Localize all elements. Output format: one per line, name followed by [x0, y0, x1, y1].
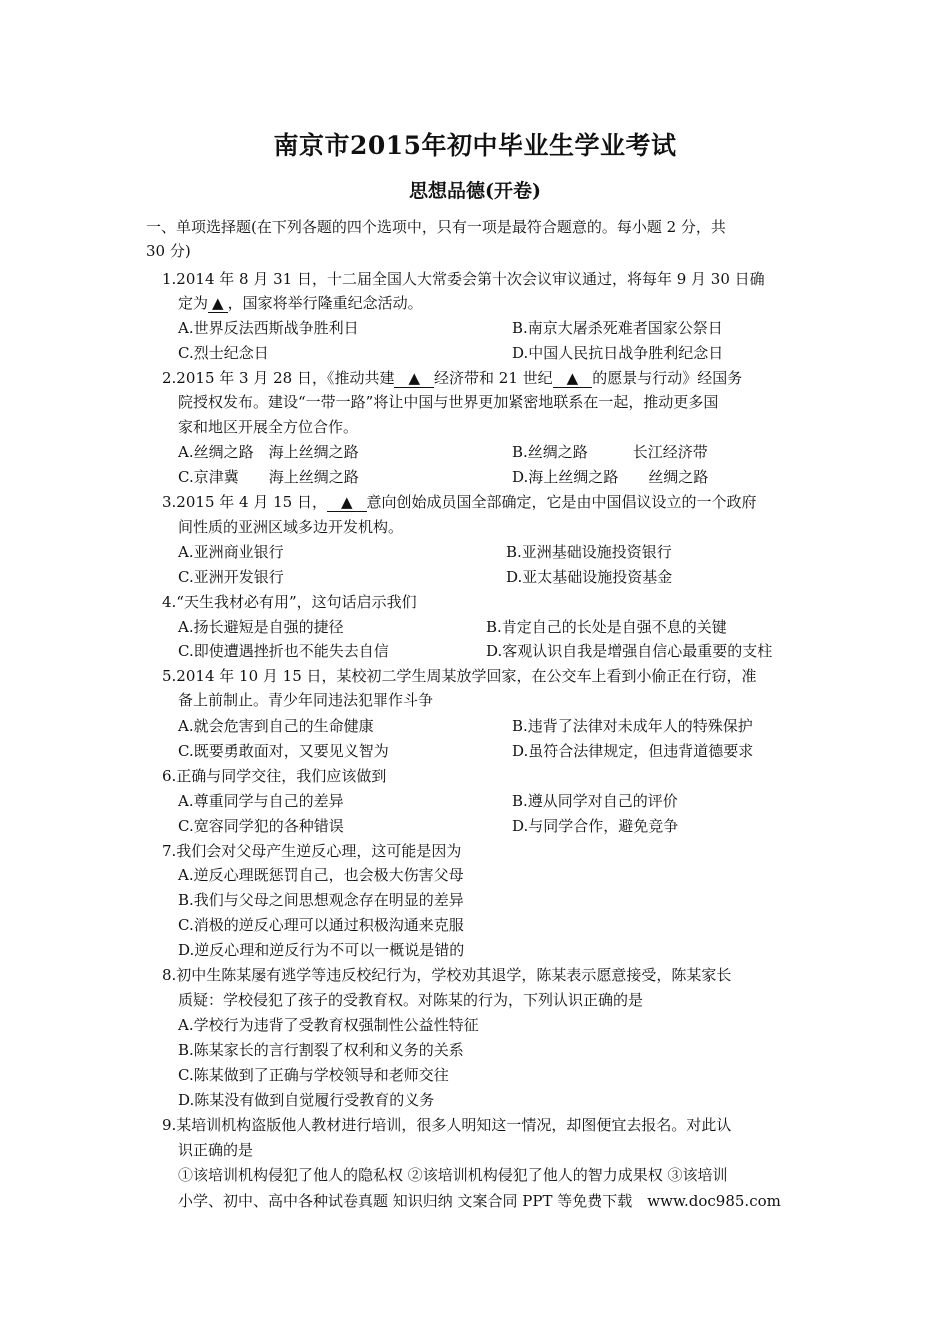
q5-stem-line-2: 备上前制止。青少年同违法犯罪作斗争: [178, 691, 434, 709]
q5-option-a: A.就会危害到自己的生命健康: [178, 717, 374, 735]
q6-option-b: B.遵从同学对自己的评价: [512, 792, 678, 810]
q3-option-d: D.亚太基础设施投资基金: [506, 568, 673, 586]
q3-stem-pre: 3.2015 年 4 月 15 日，: [162, 493, 327, 511]
q2-stem-mid: 经济带和 21 世纪: [434, 369, 553, 387]
q1-stem-pre: 定为: [178, 294, 209, 312]
q2-stem-line-3: 家和地区开展全方位合作。: [178, 418, 359, 436]
q1-option-c: C.烈士纪念日: [178, 344, 269, 362]
q2-option-d: D.海上丝绸之路 丝绸之路: [512, 468, 709, 486]
page-subtitle: 思想品德(开卷): [409, 180, 541, 202]
q7-option-a: A.逆反心理既惩罚自己，也会极大伤害父母: [178, 866, 464, 884]
q7-stem-line-1: 7.我们会对父母产生逆反心理，这可能是因为: [162, 842, 462, 860]
q3-stem-line-2: 间性质的亚洲区域多边开发机构。: [178, 518, 404, 536]
q8-option-b: B.陈某家长的言行割裂了权利和义务的关系: [178, 1041, 464, 1059]
q8-option-d: D.陈某没有做到自觉履行受教育的义务: [178, 1091, 435, 1109]
q5-option-c: C.既要勇敢面对，又要见义智为: [178, 742, 389, 760]
q4-option-a: A.扬长避短是自强的捷径: [178, 618, 344, 636]
q2-option-a: A.丝绸之路 海上丝绸之路: [178, 443, 359, 461]
q1-option-a: A.世界反法西斯战争胜利日: [178, 319, 359, 337]
q8-option-c: C.陈某做到了正确与学校领导和老师交往: [178, 1066, 449, 1084]
blank-marker: ▲: [553, 369, 593, 388]
q4-stem-line-1: 4.“天生我材必有用”，这句话启示我们: [162, 593, 417, 611]
section-heading-line-1: 一、单项选择题(在下列各题的四个选项中，只有一项是最符合题意的。每小题 2 分，共: [146, 218, 726, 236]
footer-watermark-text: 小学、初中、高中各种试卷真题 知识归纳 文案合同 PPT 等免费下载 www.doc985.com: [178, 1192, 781, 1210]
q8-option-a: A.学校行为违背了受教育权强制性公益性特征: [178, 1016, 479, 1034]
q1-option-b: B.南京大屠杀死难者国家公祭日: [512, 319, 723, 337]
q3-option-a: A.亚洲商业银行: [178, 543, 284, 561]
q3-stem-line-1: [162, 491, 757, 513]
q5-option-d: D.虽符合法律规定，但违背道德要求: [512, 742, 754, 760]
q2-option-c: C.京津冀 海上丝绸之路: [178, 468, 359, 486]
q3-option-c: C.亚洲开发银行: [178, 568, 284, 586]
q2-stem-line-2: 院授权发布。建设“一带一路”将让中国与世界更加紧密地联系在一起，推动更多国: [178, 393, 719, 411]
q4-option-c: C.即使遭遇挫折也不能失去自信: [178, 642, 389, 660]
q5-option-b: B.违背了法律对未成年人的特殊保护: [512, 717, 753, 735]
q2-option-b: B.丝绸之路 长江经济带: [512, 443, 708, 461]
blank-marker: ▲: [394, 369, 434, 388]
q6-stem-line-1: 6.正确与同学交往，我们应该做到: [162, 767, 387, 785]
q2-stem-line-1: [162, 367, 742, 389]
q1-stem-line-2: [178, 292, 423, 314]
q7-option-b: B.我们与父母之间思想观念存在明显的差异: [178, 891, 464, 909]
blank-marker: ▲: [327, 493, 367, 512]
page-title: 南京市2015年初中毕业生学业考试: [273, 131, 677, 160]
q9-stem-line-2: 识正确的是: [178, 1141, 254, 1159]
q8-stem-line-2: 质疑：学校侵犯了孩子的受教育权。对陈某的行为，下列认识正确的是: [178, 991, 644, 1009]
q4-option-d: D.客观认识自我是增强自信心最重要的支柱: [486, 642, 773, 660]
q2-stem-pre: 2.2015 年 3 月 28 日，《推动共建: [162, 369, 395, 387]
q1-option-d: D.中国人民抗日战争胜利纪念日: [512, 344, 724, 362]
q3-option-b: B.亚洲基础设施投资银行: [506, 543, 672, 561]
section-heading-line-2: 30 分): [146, 242, 191, 260]
q7-option-c: C.消极的逆反心理可以通过积极沟通来克服: [178, 916, 464, 934]
q3-stem-post: 意向创始成员国全部确定，它是由中国倡议设立的一个政府: [366, 493, 757, 511]
q2-stem-post: 的愿景与行动》经国务: [592, 369, 743, 387]
q4-option-b: B.肯定自己的长处是自强不息的关键: [486, 618, 727, 636]
q9-stem-line-3: ①该培训机构侵犯了他人的隐私权 ②该培训机构侵犯了他人的智力成果权 ③该培训: [178, 1166, 728, 1184]
q6-option-d: D.与同学合作，避免竞争: [512, 817, 679, 835]
q7-option-d: D.逆反心理和逆反行为不可以一概说是错的: [178, 941, 465, 959]
q8-stem-line-1: 8.初中生陈某屡有逃学等违反校纪行为，学校劝其退学，陈某表示愿意接受，陈某家长: [162, 966, 732, 984]
q1-stem-line-1: 1.2014 年 8 月 31 日，十二届全国人大常委会第十次会议审议通过，将每年 9 月 30 日确: [162, 270, 765, 288]
q1-stem-post: ，国家将举行隆重纪念活动。: [227, 294, 423, 312]
blank-marker: ▲: [208, 294, 228, 313]
q6-option-a: A.尊重同学与自己的差异: [178, 792, 344, 810]
q6-option-c: C.宽容同学犯的各种错误: [178, 817, 344, 835]
q9-stem-line-1: 9.某培训机构盗版他人教材进行培训，很多人明知这一情况，却图便宜去报名。对此认: [162, 1116, 732, 1134]
q5-stem-line-1: 5.2014 年 10 月 15 日，某校初二学生周某放学回家，在公交车上看到小偷正在行窃，准: [162, 667, 757, 685]
